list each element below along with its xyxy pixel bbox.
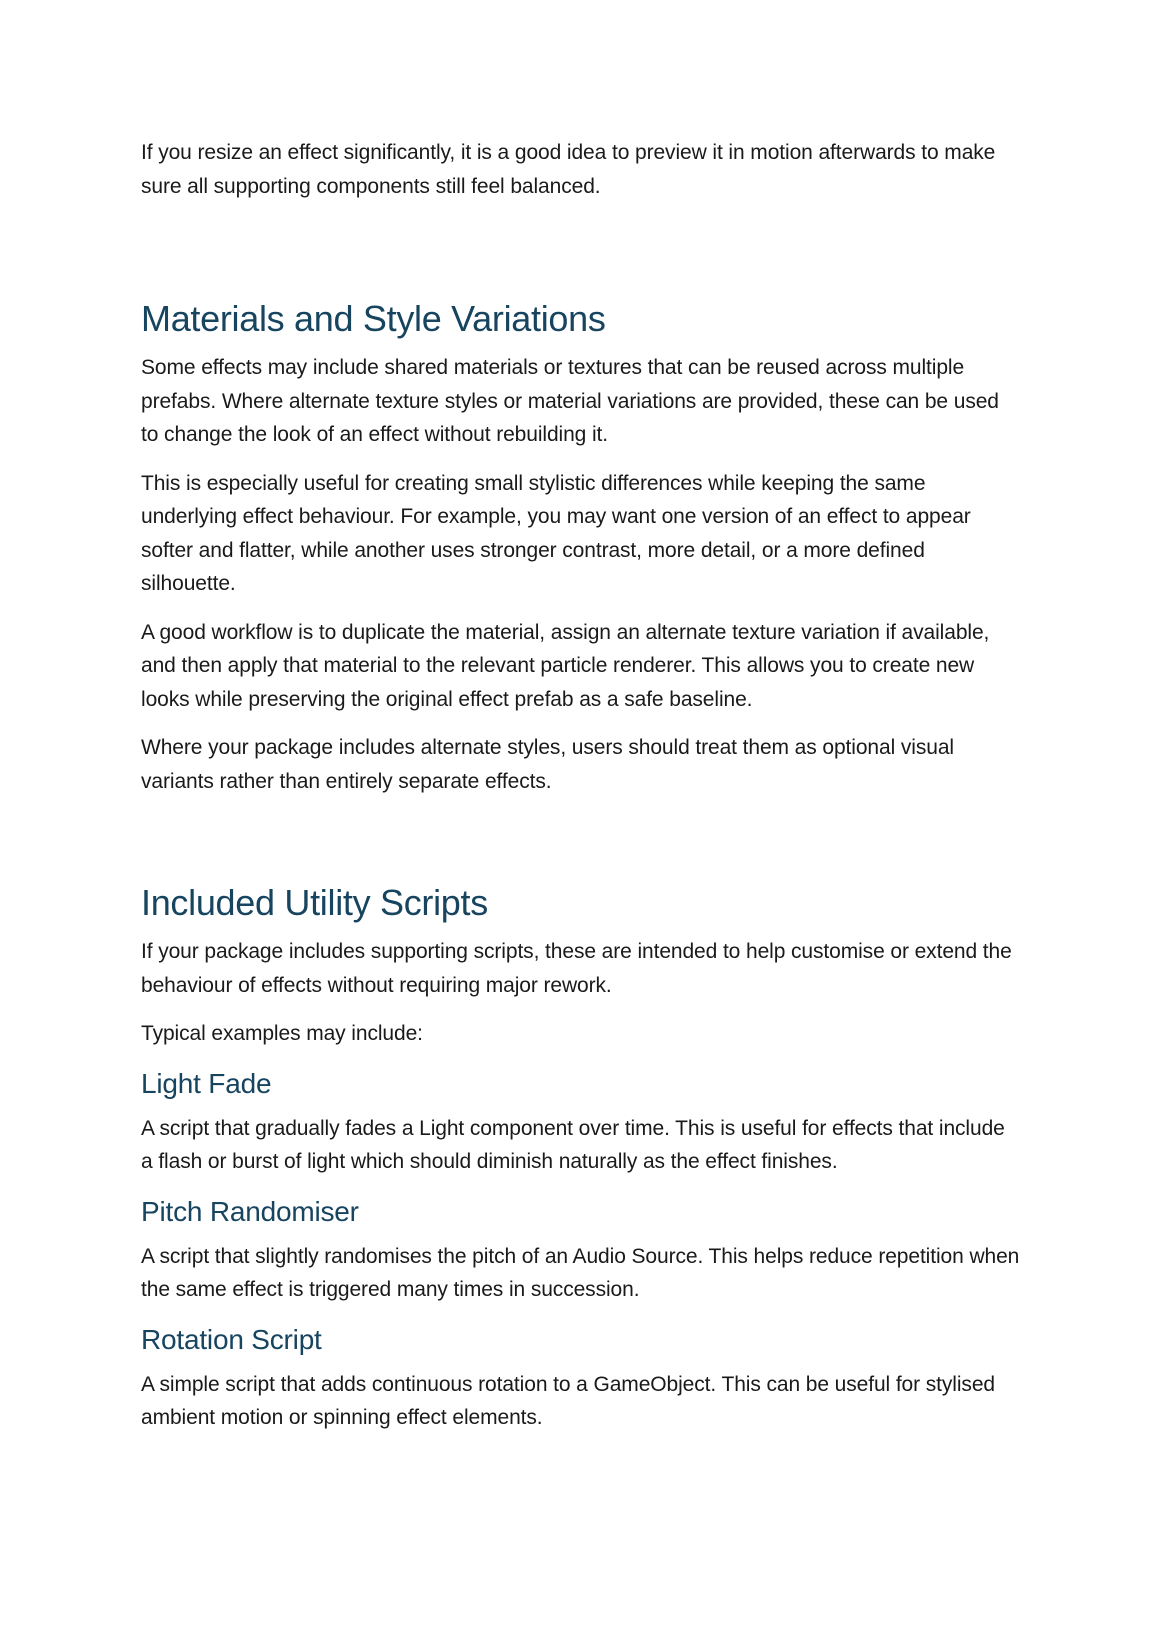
pitch-randomiser-description: A script that slightly randomises the pitch of an Audio Source. This helps reduce repetition when the same effect is triggered many times in succession.: [141, 1244, 1020, 1301]
materials-paragraph: A good workflow is to duplicate the material, assign an alternate texture variation if available, and then apply that material to the relevant particle renderer. This allows you to create new looks while preserving the original effect prefab as a safe baseline.: [141, 620, 990, 711]
materials-paragraph: This is especially useful for creating small stylistic differences while keeping the same underlying effect behaviour. For example, you may want one version of an effect to appear softer and flatter, while another uses stronger contrast, more detail, or a more defined silhouette.: [141, 471, 971, 595]
light-fade-heading: Light Fade: [141, 1067, 272, 1099]
rotation-script-description: A simple script that adds continuous rotation to a GameObject. This can be useful for stylised ambient motion or spinning effect elements.: [141, 1372, 995, 1429]
intro-paragraph: If you resize an effect significantly, it is a good idea to preview it in motion afterwards to make sure all supporting components still feel balanced.: [141, 141, 996, 198]
rotation-script-heading: Rotation Script: [141, 1323, 322, 1355]
scripts-heading: Included Utility Scripts: [141, 882, 488, 923]
materials-heading: Materials and Style Variations: [141, 298, 606, 339]
materials-paragraph: Where your package includes alternate styles, users should treat them as optional visual variants rather than entirely separate effects.: [141, 736, 954, 793]
page-content: [141, 136, 1021, 1450]
scripts-paragraph: Typical examples may include:: [141, 1022, 423, 1045]
pitch-randomiser-heading: Pitch Randomiser: [141, 1195, 359, 1227]
materials-paragraph: Some effects may include shared materials or textures that can be reused across multiple prefabs. Where alternate texture styles or material variations are provided, these can be used to change the look of an effect without rebuilding it.: [141, 356, 999, 446]
light-fade-description: A script that gradually fades a Light component over time. This is useful for effects that include a flash or burst of light which should diminish naturally as the effect finishes.: [141, 1116, 1005, 1173]
scripts-paragraph: If your package includes supporting scripts, these are intended to help customise or extend the behaviour of effects without requiring major rework.: [141, 940, 1012, 997]
